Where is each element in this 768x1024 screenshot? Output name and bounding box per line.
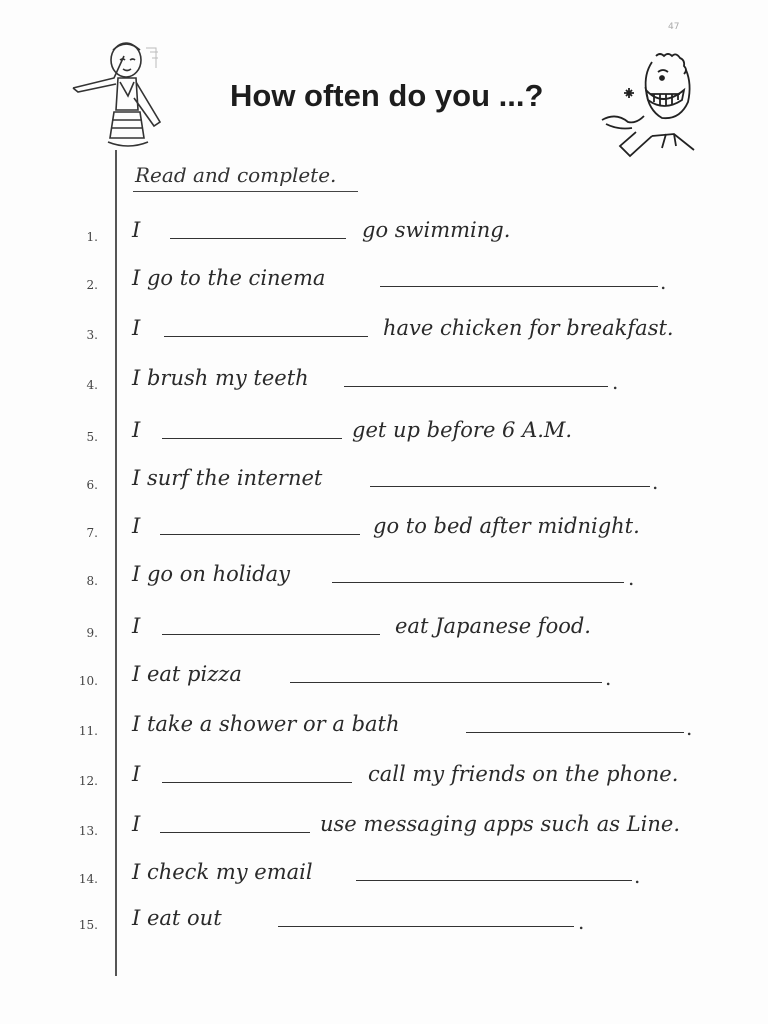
item-end-period: .	[605, 666, 612, 690]
item-text-before: I	[132, 316, 141, 340]
answer-blank-line[interactable]	[162, 782, 352, 783]
item-end-period: .	[612, 370, 619, 394]
exercise-item	[0, 418, 768, 458]
item-end-period: .	[652, 470, 659, 494]
exercise-item	[0, 218, 768, 258]
answer-blank-line[interactable]	[160, 832, 310, 833]
item-number: 10.	[78, 674, 98, 688]
answer-blank-line[interactable]	[170, 238, 346, 239]
item-end-period: .	[634, 864, 641, 888]
item-number: 15.	[78, 918, 98, 932]
item-end-period: .	[578, 910, 585, 934]
exercise-item	[0, 860, 768, 900]
answer-blank-line[interactable]	[162, 438, 342, 439]
answer-blank-line[interactable]	[370, 486, 650, 487]
exercise-item	[0, 514, 768, 554]
laughing-man-illustration	[596, 50, 700, 160]
item-text-after: eat Japanese food.	[395, 614, 591, 638]
item-text-before: I	[132, 812, 141, 836]
exercise-item	[0, 812, 768, 852]
exercise-item	[0, 266, 768, 306]
exercise-item	[0, 366, 768, 406]
item-end-period: .	[686, 716, 693, 740]
item-number: 14.	[78, 872, 98, 886]
item-number: 5.	[86, 430, 98, 444]
item-text-before: I	[132, 218, 141, 242]
item-end-period: .	[660, 270, 667, 294]
woman-saluting-illustration	[68, 38, 178, 153]
item-text-before: I brush my teeth	[132, 366, 309, 390]
item-number: 3.	[86, 328, 98, 342]
item-number: 2.	[86, 278, 98, 292]
item-number: 9.	[86, 626, 98, 640]
item-number: 6.	[86, 478, 98, 492]
item-text-after: go to bed after midnight.	[373, 514, 640, 538]
item-text-before: I	[132, 614, 141, 638]
answer-blank-line[interactable]	[466, 732, 684, 733]
item-number: 4.	[86, 378, 98, 392]
item-text-after: call my friends on the phone.	[368, 762, 679, 786]
exercise-item	[0, 712, 768, 752]
item-end-period: .	[628, 566, 635, 590]
instruction-underline	[133, 191, 358, 192]
answer-blank-line[interactable]	[380, 286, 658, 287]
item-number: 1.	[86, 230, 98, 244]
item-text-before: I	[132, 514, 141, 538]
item-text-after: use messaging apps such as Line.	[320, 812, 681, 836]
item-text-after: have chicken for breakfast.	[383, 316, 674, 340]
item-number: 8.	[86, 574, 98, 588]
instruction-text: Read and complete.	[135, 163, 337, 187]
exercise-item	[0, 316, 768, 356]
page-title: How often do you ...?	[230, 78, 544, 113]
answer-blank-line[interactable]	[344, 386, 608, 387]
answer-blank-line[interactable]	[356, 880, 632, 881]
corner-mark: 47	[668, 22, 680, 32]
item-text-before: I check my email	[132, 860, 313, 884]
item-text-before: I	[132, 762, 141, 786]
item-text-after: go swimming.	[362, 218, 511, 242]
answer-blank-line[interactable]	[160, 534, 360, 535]
exercise-item	[0, 662, 768, 702]
exercise-item	[0, 466, 768, 506]
item-text-before: I go to the cinema	[132, 266, 326, 290]
item-number: 12.	[78, 774, 98, 788]
answer-blank-line[interactable]	[278, 926, 574, 927]
exercise-item	[0, 906, 768, 946]
item-text-before: I go on holiday	[132, 562, 291, 586]
item-text-before: I take a shower or a bath	[132, 712, 400, 736]
answer-blank-line[interactable]	[164, 336, 368, 337]
item-text-before: I surf the internet	[132, 466, 323, 490]
exercise-item	[0, 614, 768, 654]
item-number: 11.	[78, 724, 98, 738]
answer-blank-line[interactable]	[332, 582, 624, 583]
item-text-before: I	[132, 418, 141, 442]
item-text-before: I eat out	[132, 906, 222, 930]
item-text-after: get up before 6 A.M.	[352, 418, 573, 442]
exercise-item	[0, 762, 768, 802]
exercise-item	[0, 562, 768, 602]
answer-blank-line[interactable]	[162, 634, 380, 635]
item-text-before: I eat pizza	[132, 662, 242, 686]
item-number: 13.	[78, 824, 98, 838]
answer-blank-line[interactable]	[290, 682, 602, 683]
item-number: 7.	[86, 526, 98, 540]
